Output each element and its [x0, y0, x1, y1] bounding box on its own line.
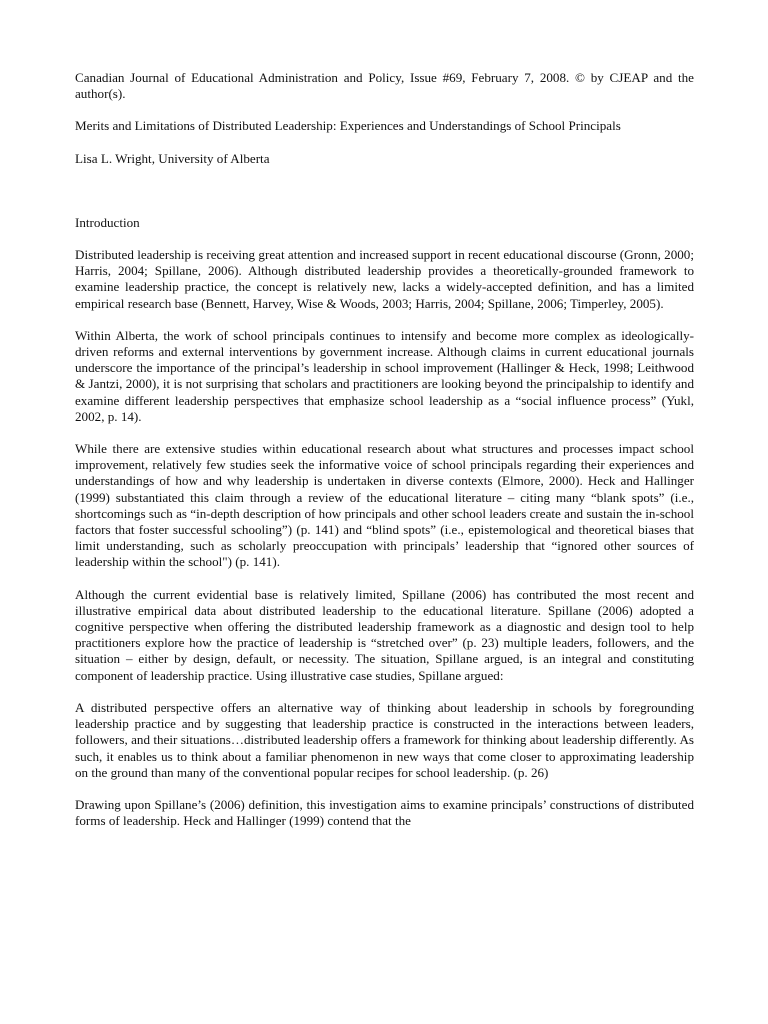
article-title: Merits and Limitations of Distributed Leadership: Experiences and Understandings of School Principals: [75, 118, 621, 134]
section-heading: Introduction: [75, 214, 140, 230]
block-quote: A distributed perspective offers an alternative way of thinking about leadership in schools by foregrounding leadership practice and by suggesting that leadership practice is constructed in the interactions between leaders, followers, and their situations…distributed leadership offers a framework for thinking about leadership differently. As such, it enables us to think about a familiar phenomenon in new ways that come closer to approximating leadership on the ground than many of the conventional popular recipes for school leadership. (p. 26): [75, 699, 694, 780]
body-paragraph: Drawing upon Spillane’s (2006) definition, this investigation aims to examine principals’ constructions of distributed forms of leadership. Heck and Hallinger (1999) contend that the: [75, 796, 694, 829]
journal-citation: Canadian Journal of Educational Administration and Policy, Issue #69, February 7, 2008. © by CJEAP and the author(s).: [75, 70, 694, 102]
body-paragraph: Distributed leadership is receiving great attention and increased support in recent educational discourse (Gronn, 2000; Harris, 2004; Spillane, 2006). Although distributed leadership provides a theoretically-grounded framework to examine leadership practice, the concept is relatively new, lacks a widely-accepted definition, and has a limited empirical research base (Bennett, Harvey, Wise & Woods, 2003; Harris, 2004; Spillane, 2006; Timperley, 2005).: [75, 247, 694, 311]
body-paragraph: Although the current evidential base is relatively limited, Spillane (2006) has contributed the most recent and illustrative empirical data about distributed leadership to the educational literature. Spillane (2006) adopted a cognitive perspective when offering the distributed leadership framework as a diagnostic and design tool to help practitioners explore how the practice of leadership is “stretched over” (p. 23) multiple leaders, followers, and the situation – either by design, default, or necessity. The situation, Spillane argued, is an integral and constituting component of leadership practice. Using illustrative case studies, Spillane argued:: [75, 586, 694, 683]
document-page: [75, 70, 694, 829]
body-paragraph: While there are extensive studies within educational research about what structures and processes impact school improvement, relatively few studies seek the informative voice of school principals regarding their experiences and understandings of how and why leadership is undertaken in diverse contexts (Elmore, 2000). Heck and Hallinger (1999) substantiated this claim through a review of the educational literature – citing many “blank spots” (i.e., shortcomings such as “in-depth description of how principals and other school leaders create and sustain the in-school factors that foster successful schooling”) (p. 141) and “blind spots” (i.e., epistemological and theoretical biases that limit understanding, such as scholarly preoccupation with principals’ leadership that “ignored other sources of leadership within the school") (p. 141).: [75, 441, 694, 570]
body-paragraph: Within Alberta, the work of school principals continues to intensify and become more complex as ideologically-driven reforms and external interventions by government increase. Although claims in current educational journals underscore the importance of the principal’s leadership in school improvement (Hallinger & Heck, 1998; Leithwood & Jantzi, 2000), it is not surprising that scholars and practitioners are looking beyond the principalship to identify and examine different leadership perspectives that emphasize school leadership as a “social influence process” (Yukl, 2002, p. 14).: [75, 327, 694, 424]
author-line: Lisa L. Wright, University of Alberta: [75, 150, 270, 166]
